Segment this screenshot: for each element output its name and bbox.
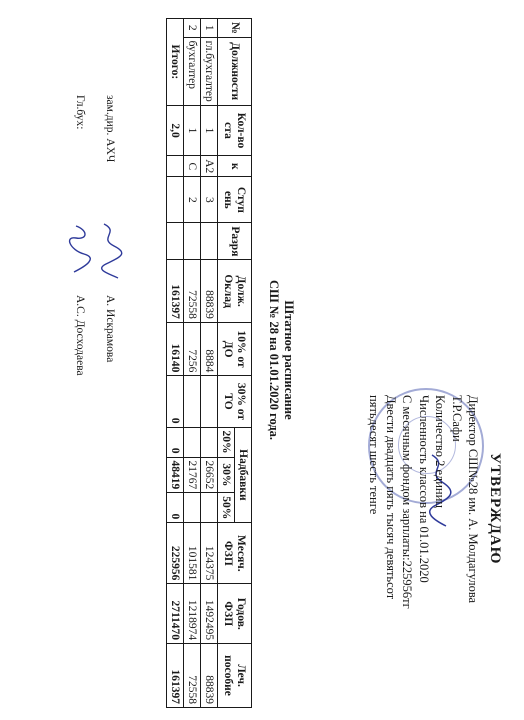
cell-annual: 1492495 (201, 584, 218, 644)
col-header-monthly: Месяч. ФЗП (218, 523, 252, 584)
cell-count: 1 (201, 105, 218, 155)
cell-total-a20: 0 (167, 427, 184, 457)
handwritten-signature (96, 220, 124, 280)
table-row (201, 19, 218, 708)
approval-line: Двести двадцать пять тысяч девятьсот (383, 395, 398, 600)
cell-total-annual: 2711470 (167, 584, 184, 644)
table-header-row (235, 19, 252, 708)
cell-total-pct30top: 0 (167, 376, 184, 427)
col-header-grade: Разря (218, 223, 252, 260)
cell-empty (167, 223, 184, 260)
signer-role: Гл.бух: (74, 95, 86, 130)
col-header-category: к (218, 156, 252, 177)
cell-step: 3 (201, 177, 218, 223)
signature-block (64, 95, 124, 695)
cell-num: 2 (184, 19, 201, 38)
approval-line: С месячным фондом зарплаты:225956тг (400, 395, 415, 609)
cell-annual: 1218974 (184, 584, 201, 644)
col-header-step: Ступ ень (218, 177, 252, 223)
cell-total-label: Итого: (167, 19, 184, 106)
cell-total-pct10: 16140 (167, 322, 184, 376)
col-header-position: Должности (218, 37, 252, 105)
cell-position: гл.бухгалтер (201, 37, 218, 105)
cell-pct30top (184, 376, 201, 427)
cell-count: 1 (184, 105, 201, 155)
cell-salary: 88839 (201, 260, 218, 322)
col-header-salary: Долж. Оклад (218, 260, 252, 322)
cell-pct10: 7256 (184, 322, 201, 376)
approval-line: Т.Р.Сафи (449, 395, 464, 442)
document-subtitle: СШ № 28 на 01.01.2020 года. (267, 279, 281, 441)
cell-pct30top (201, 376, 218, 427)
cell-a20 (201, 427, 218, 457)
col-header-allowances: Надбавки (235, 427, 252, 523)
cell-category: С (184, 156, 201, 177)
cell-step: 2 (184, 177, 201, 223)
cell-grade (201, 223, 218, 260)
cell-total-a30: 48419 (167, 457, 184, 493)
approval-line: пятьдесят шесть тенге (367, 395, 382, 515)
cell-pct10: 8884 (201, 322, 218, 376)
cell-benefit: 88839 (201, 644, 218, 708)
cell-monthly: 101581 (184, 523, 201, 584)
signer-name: А.С. Досходаева (74, 295, 86, 376)
cell-total-salary: 161397 (167, 260, 184, 322)
approval-heading: УТВЕРЖДАЮ (487, 453, 503, 565)
col-header-a30: 30% (218, 457, 235, 493)
cell-a50 (201, 493, 218, 523)
cell-empty (167, 156, 184, 177)
signer-role: зам.дир. АХЧ (104, 95, 116, 163)
cell-a30: 21767 (184, 457, 201, 493)
cell-a30: 26652 (201, 457, 218, 493)
cell-total-count: 2,0 (167, 105, 184, 155)
cell-empty (167, 177, 184, 223)
cell-benefit: 72558 (184, 644, 201, 708)
col-header-a20: 20% (218, 427, 235, 457)
handwritten-signature (66, 220, 94, 280)
col-header-annual: Годов. ФЗП (218, 584, 252, 644)
cell-monthly: 124375 (201, 523, 218, 584)
cell-a20 (184, 427, 201, 457)
cell-total-benefit: 161397 (167, 644, 184, 708)
signer-name: А. Искрамова (104, 295, 116, 363)
staff-table (166, 18, 252, 708)
approval-line: Директор СШ№28 им. А. Молдагулова (466, 395, 481, 604)
cell-grade (184, 223, 201, 260)
table-row (184, 19, 201, 708)
cell-salary: 72558 (184, 260, 201, 322)
col-header-pct30top: 30% от ТО (218, 376, 252, 427)
approval-line: Численность классов на 01.01.2020 (416, 395, 431, 583)
table-total-row (167, 19, 184, 708)
col-header-benefit: Леч. пособие (218, 644, 252, 708)
cell-total-a50: 0 (167, 493, 184, 523)
col-header-pct10: 10% от ДО (218, 322, 252, 376)
col-header-num: № (218, 19, 252, 38)
col-header-count: Кол-во ста (218, 105, 252, 155)
col-header-a50: 50% (218, 493, 235, 523)
cell-category: А2 (201, 156, 218, 177)
approval-line: Количество 2 единиц (433, 395, 448, 508)
document-title: Штатное расписание (282, 300, 296, 420)
cell-total-monthly: 225956 (167, 523, 184, 584)
signature-row (94, 95, 124, 695)
cell-position: бухгалтер (184, 37, 201, 105)
approval-block (366, 395, 504, 705)
cell-a50 (184, 493, 201, 523)
signature-row (64, 95, 94, 695)
cell-num: 1 (201, 19, 218, 38)
